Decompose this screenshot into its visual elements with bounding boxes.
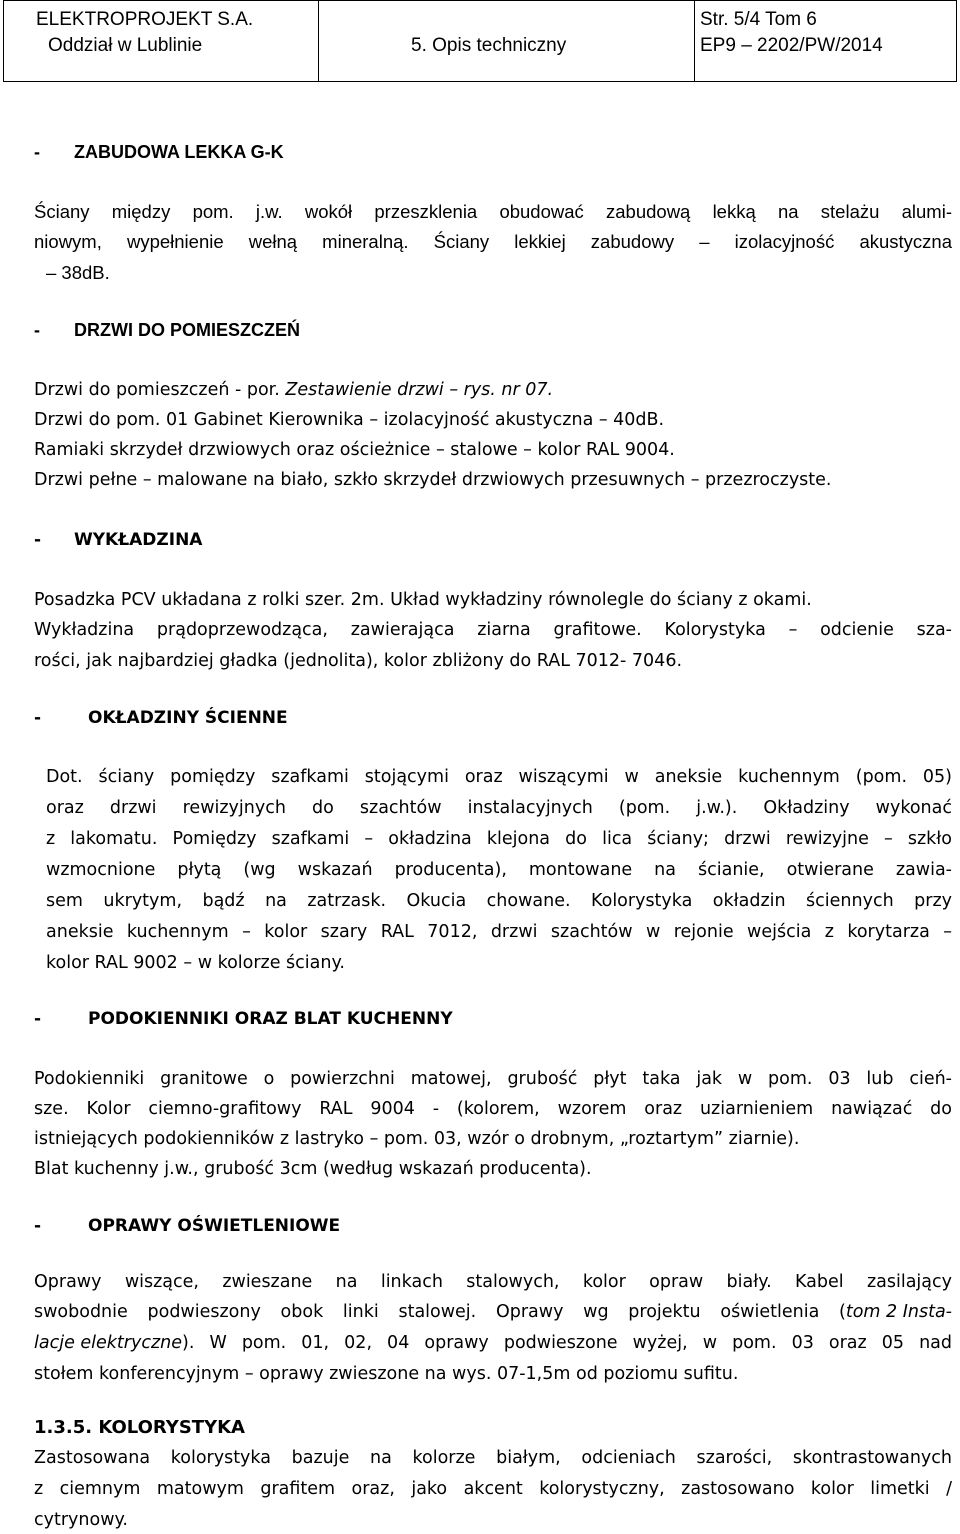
text-line: Zastosowana kolorystyka bazuje na kolorze białym, odcieniach szarości, skontrastowanych — [34, 1448, 952, 1468]
text-line: istniejących podokienników z lastryko – pom. 03, wzór o drobnym, „roztartym” ziarnie). — [34, 1129, 800, 1149]
text-line: z ciemnym matowym grafitem oraz, jako akcent kolorystyczny, zastosowano kolor limetki / — [34, 1479, 952, 1499]
text-line — [34, 1331, 952, 1355]
text-line: oraz drzwi rewizyjnych do szachtów instalacyjnych (pom. j.w.). Okładziny wykonać — [46, 798, 952, 818]
text-span: Drzwi do pomieszczeń - por. — [34, 380, 286, 400]
section-heading-oprawy: - OPRAWY OŚWIETLENIOWE — [34, 1216, 341, 1236]
text-span-italic: lacje elektryczne — [34, 1333, 183, 1353]
section-heading-zabudowa: - ZABUDOWA LEKKA G-K — [34, 142, 284, 162]
text-line: Ściany między pom. j.w. wokół przeszklenia obudować zabudową lekką na stelażu alumi- — [34, 201, 952, 222]
text-line: – 38dB. — [46, 262, 110, 283]
header-project-number: EP9 – 2202/PW/2014 — [700, 35, 883, 56]
section-heading-drzwi: - DRZWI DO POMIESZCZEŃ — [34, 320, 300, 340]
text-line: Drzwi do pom. 01 Gabinet Kierownika – izolacyjność akustyczna – 40dB. — [34, 410, 665, 430]
header-divider — [694, 1, 695, 81]
section-heading-podokienniki: - PODOKIENNIKI ORAZ BLAT KUCHENNY — [34, 1009, 453, 1029]
text-line: kolor RAL 9002 – w kolorze ściany. — [46, 953, 345, 973]
header-company: ELEKTROPROJEKT S.A. — [36, 9, 254, 30]
text-line: rości, jak najbardziej gładka (jednolita), kolor zbliżony do RAL 7012- 7046. — [34, 651, 683, 671]
text-line: sze. Kolor ciemno-grafitowy RAL 9004 - (kolorem, wzorem oraz uziarnieniem nawiązać do — [34, 1099, 952, 1119]
text-line: Blat kuchenny j.w., grubość 3cm (według wskazań producenta). — [34, 1159, 592, 1179]
text-line: aneksie kuchennym – kolor szary RAL 7012, drzwi szachtów w rejonie wejścia z korytarza – — [46, 922, 952, 942]
section-heading-okladziny: - OKŁADZINY ŚCIENNE — [34, 708, 288, 728]
text-line: cytrynowy. — [34, 1510, 128, 1530]
text-line: Drzwi pełne – malowane na biało, szkło skrzydeł drzwiowych przesuwnych – przezroczyste. — [34, 470, 832, 490]
text-line: Posadzka PCV układana z rolki szer. 2m. Układ wykładziny równolegle do ściany z okami. — [34, 590, 812, 610]
header-section: 5. Opis techniczny — [411, 35, 567, 56]
text-line — [34, 1300, 952, 1324]
text-line: stołem konferencyjnym – oprawy zwieszone na wys. 07-1,5m od poziomu sufitu. — [34, 1364, 739, 1384]
text-line: Oprawy wiszące, zwieszane na linkach stalowych, kolor opraw biały. Kabel zasilający — [34, 1272, 952, 1292]
text-span: ). W pom. 01, 02, 04 oprawy podwieszone wyżej, w pom. 03 oraz 05 nad — [182, 1333, 952, 1353]
text-line: sem ukrytym, bądź na zatrzask. Okucia chowane. Kolorystyka okładzin ściennych przy — [46, 891, 952, 911]
text-line: niowym, wypełnienie wełną mineralną. Ściany lekkiej zabudowy – izolacyjność akustyczna — [34, 231, 952, 252]
text-span: swobodnie podwieszony obok linki stalowej. Oprawy wg projektu oświetlenia ( — [34, 1302, 846, 1322]
text-line: Podokienniki granitowe o powierzchni matowej, grubość płyt taka jak w pom. 03 lub cień- — [34, 1069, 952, 1089]
text-line: Ramiaki skrzydeł drzwiowych oraz ościeżnice – stalowe – kolor RAL 9004. — [34, 440, 675, 460]
text-line: wzmocnione płytą (wg wskazań producenta), montowane na ścianie, otwierane zawia- — [46, 860, 952, 880]
section-heading-kolorystyka: 1.3.5. KOLORYSTYKA — [34, 1417, 245, 1438]
header-divider — [318, 1, 319, 81]
section-heading-wykladzina: - WYKŁADZINA — [34, 530, 203, 550]
text-span-italic: tom 2 Insta- — [845, 1302, 952, 1322]
text-line — [34, 378, 553, 402]
header-branch: Oddział w Lublinie — [48, 35, 203, 56]
page-header — [3, 0, 957, 82]
text-line: Wykładzina prądoprzewodząca, zawierająca ziarna grafitowe. Kolorystyka – odcienie sza- — [34, 620, 952, 640]
header-page-number: Str. 5/4 Tom 6 — [700, 9, 817, 30]
text-line: z lakomatu. Pomiędzy szafkami – okładzina klejona do lica ściany; drzwi rewizyjne – szkło — [46, 829, 952, 849]
text-line: Dot. ściany pomiędzy szafkami stojącymi oraz wiszącymi w aneksie kuchennym (pom. 05) — [46, 767, 952, 787]
text-span-italic: Zestawienie drzwi – rys. nr 07. — [285, 380, 554, 400]
